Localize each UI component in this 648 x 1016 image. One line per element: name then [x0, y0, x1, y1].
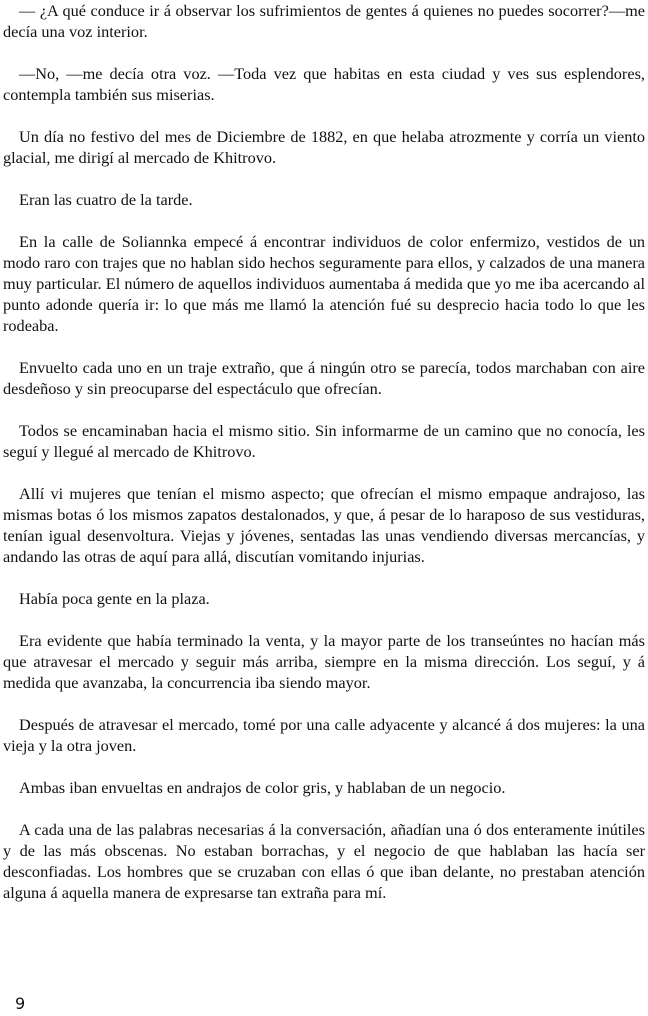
- paragraph: Era evidente que había terminado la venta, y la mayor parte de los transeúntes no hacían más que atravesar el mercado y seguir más arriba, siempre en la misma dirección. Los seguí, y á medida que avanzaba, la concurrencia iba siendo mayor.: [3, 631, 645, 692]
- paragraph: Envuelto cada uno en un traje extraño, que á ningún otro se parecía, todos marchaban con aire desdeñoso y sin preocuparse del espectáculo que ofrecían.: [3, 358, 645, 398]
- paragraph: —No, —me decía otra voz. —Toda vez que habitas en esta ciudad y ves sus esplendores, contempla también sus miserias.: [3, 64, 645, 104]
- paragraph: Todos se encaminaban hacia el mismo sitio. Sin informarme de un camino que no conocía, les seguí y llegué al mercado de Khitrovo.: [3, 421, 645, 461]
- page-number: 9: [15, 994, 26, 1013]
- paragraph: Había poca gente en la plaza.: [19, 589, 210, 608]
- paragraph: Eran las cuatro de la tarde.: [19, 190, 193, 209]
- paragraph: Ambas iban envueltas en andrajos de color gris, y hablaban de un negocio.: [19, 778, 506, 797]
- paragraph: Después de atravesar el mercado, tomé por una calle adyacente y alcancé á dos mujeres: la una vieja y la otra joven.: [3, 715, 645, 755]
- paragraph: En la calle de Soliannka empecé á encontrar individuos de color enfermizo, vestidos de un modo raro con trajes que no hablan sido hechos seguramente para ellos, y calzados de una manera muy particular. El número de aquellos individuos aumentaba á medida que yo me iba acercando al punto adonde quería ir: lo que más me llamó la atención fué su desprecio hacia todo lo que les rodeaba.: [3, 232, 645, 335]
- paragraph: A cada una de las palabras necesarias á la conversación, añadían una ó dos enteramente inútiles y de las más obscenas. No estaban borrachas, y el negocio de que hablaban las hacía ser desconfiadas. Los hombres que se cruzaban con ellas ó que iban delante, no prestaban atención alguna á aquella manera de expresarse tan extraña para mí.: [3, 820, 645, 902]
- body-text: [3, 0, 645, 924]
- paragraph: Un día no festivo del mes de Diciembre de 1882, en que helaba atrozmente y corría un viento glacial, me dirigí al mercado de Khitrovo.: [3, 127, 645, 167]
- paragraph: Allí vi mujeres que tenían el mismo aspecto; que ofrecían el mismo empaque andrajoso, las mismas botas ó los mismos zapatos destalonados, y que, á pesar de lo haraposo de sus vestiduras, tenían igual desenvoltura. Viejas y jóvenes, sentadas las unas vendiendo diversas mercancías, y andando las otras de aquí para allá, discutían vomitando injurias.: [3, 484, 645, 566]
- paragraph: — ¿A qué conduce ir á observar los sufrimientos de gentes á quienes no puedes socorrer?—me decía una voz interior.: [3, 1, 645, 41]
